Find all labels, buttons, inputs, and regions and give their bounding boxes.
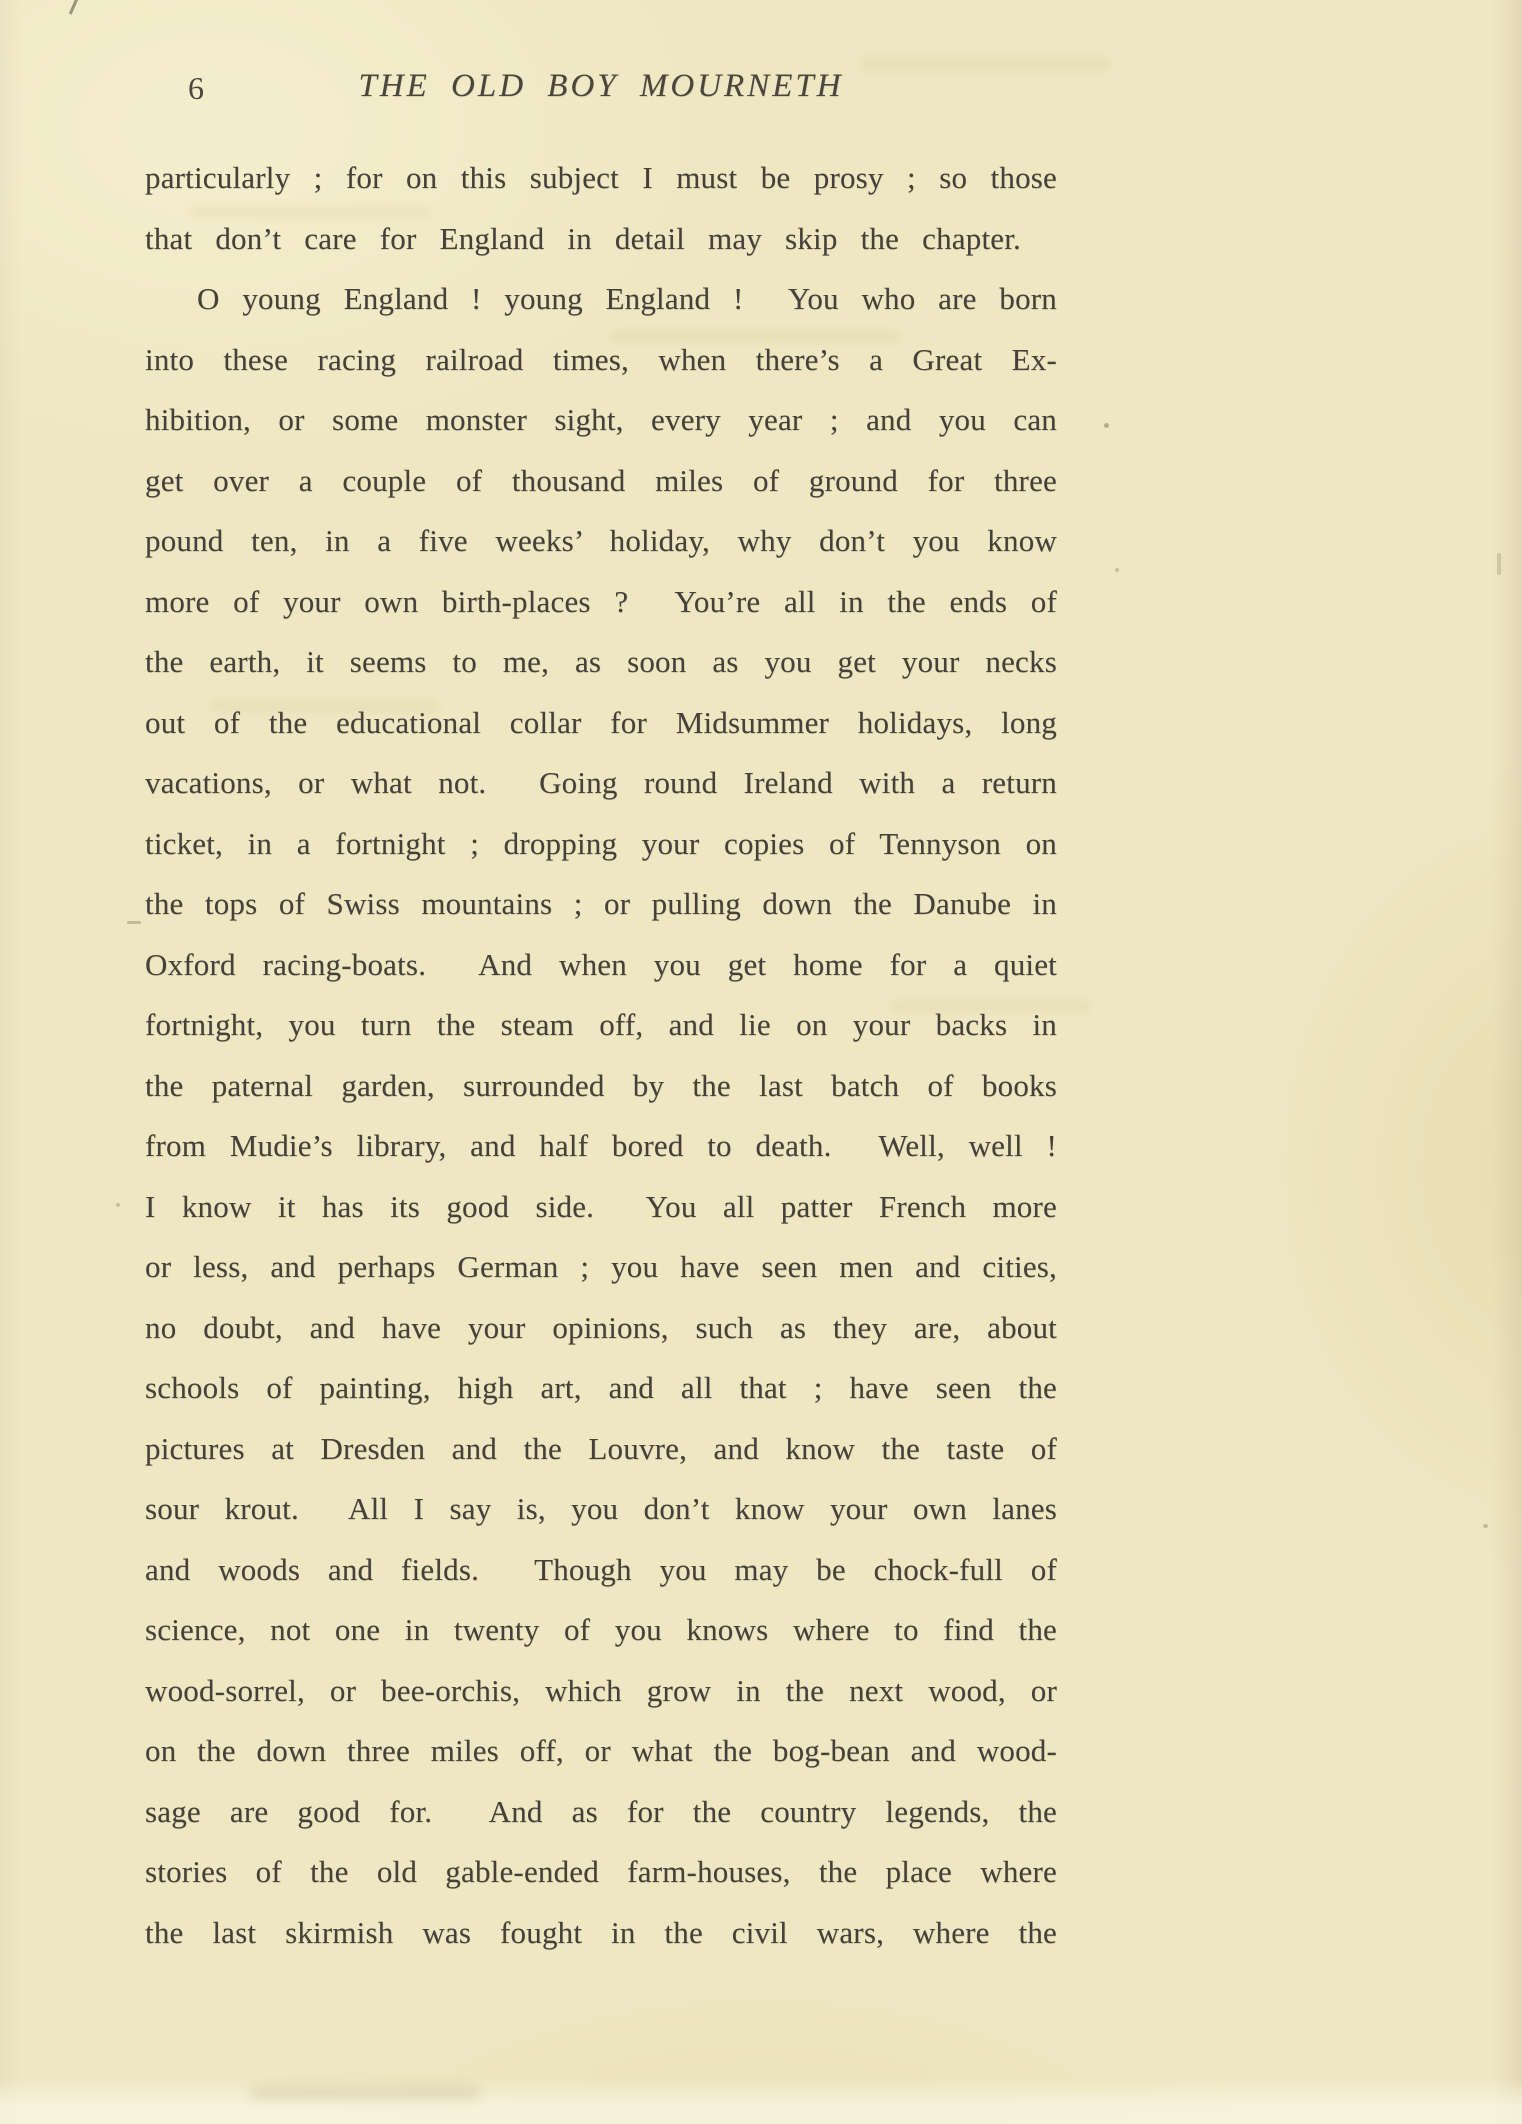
text-line: the last skirmish was fought in the civil wars, where the <box>145 1914 1057 1950</box>
text-line: the earth, it seems to me, as soon as you get your necks <box>145 644 1057 679</box>
scan-speck <box>1115 568 1119 572</box>
scan-speck <box>1104 423 1109 428</box>
text-line: sour krout. All I say is, you don’t know your own lanes <box>145 1491 1057 1526</box>
scan-smudge <box>250 2086 480 2099</box>
text-line: into these racing railroad times, when there’s a Great Ex- <box>145 341 1057 377</box>
text-line: on the down three miles off, or what the bog-bean and wood- <box>145 1733 1057 1768</box>
text-line: O young England ! young England ! You who are born <box>197 281 1057 316</box>
text-line: particularly ; for on this subject I must be prosy ; so those <box>145 160 1057 195</box>
text-line: pictures at Dresden and the Louvre, and know the taste of <box>145 1430 1057 1466</box>
running-header-title: THE OLD BOY MOURNETH <box>358 68 844 104</box>
text-line: more of your own birth-places ? You’re all in the ends of <box>145 583 1057 619</box>
page-number: 6 <box>188 70 204 106</box>
text-line: hibition, or some monster sight, every year ; and you can <box>145 402 1057 437</box>
ink-showthrough <box>890 1000 1090 1012</box>
text-line: or less, and perhaps German ; you have seen men and cities, <box>145 1249 1057 1284</box>
text-line: sage are good for. And as for the country legends, the <box>145 1793 1057 1829</box>
scan-speck <box>69 0 79 15</box>
text-line: wood-sorrel, or bee-orchis, which grow in the next wood, or <box>145 1672 1057 1708</box>
text-line: ticket, in a fortnight ; dropping your copies of Tennyson on <box>145 825 1057 861</box>
text-line: I know it has its good side. You all patter French more <box>145 1188 1057 1224</box>
scan-speck <box>116 1203 120 1207</box>
text-line: and woods and fields. Though you may be chock-full of <box>145 1551 1057 1587</box>
text-line: get over a couple of thousand miles of ground for three <box>145 462 1057 498</box>
ink-showthrough <box>190 206 430 219</box>
text-line: that don’t care for England in detail may skip the chapter. <box>145 220 1021 256</box>
scan-speck <box>1483 1524 1488 1528</box>
ink-showthrough <box>860 56 1110 72</box>
text-line: stories of the old gable-ended farm-houses, the place where <box>145 1854 1057 1889</box>
scan-speck <box>1497 553 1501 575</box>
text-line: vacations, or what not. Going round Ireland with a return <box>145 765 1057 800</box>
text-line: the tops of Swiss mountains ; or pulling down the Danube in <box>145 886 1057 921</box>
scan-speck <box>127 921 141 924</box>
ink-showthrough <box>610 330 900 343</box>
text-line: pound ten, in a five weeks’ holiday, why don’t you know <box>145 523 1057 558</box>
text-line: no doubt, and have your opinions, such as they are, about <box>145 1309 1057 1345</box>
ink-showthrough <box>210 700 440 712</box>
text-line: fortnight, you turn the steam off, and lie on your backs in <box>145 1007 1057 1042</box>
text-line: out of the educational collar for Midsummer holidays, long <box>145 704 1057 740</box>
text-line: the paternal garden, surrounded by the last batch of books <box>145 1067 1057 1103</box>
text-line: science, not one in twenty of you knows where to find the <box>145 1612 1057 1647</box>
body-text-block <box>145 148 1057 1963</box>
text-line: schools of painting, high art, and all that ; have seen the <box>145 1370 1057 1405</box>
text-line: from Mudie’s library, and half bored to death. Well, well ! <box>145 1128 1057 1163</box>
text-line: Oxford racing-boats. And when you get home for a quiet <box>145 946 1057 982</box>
